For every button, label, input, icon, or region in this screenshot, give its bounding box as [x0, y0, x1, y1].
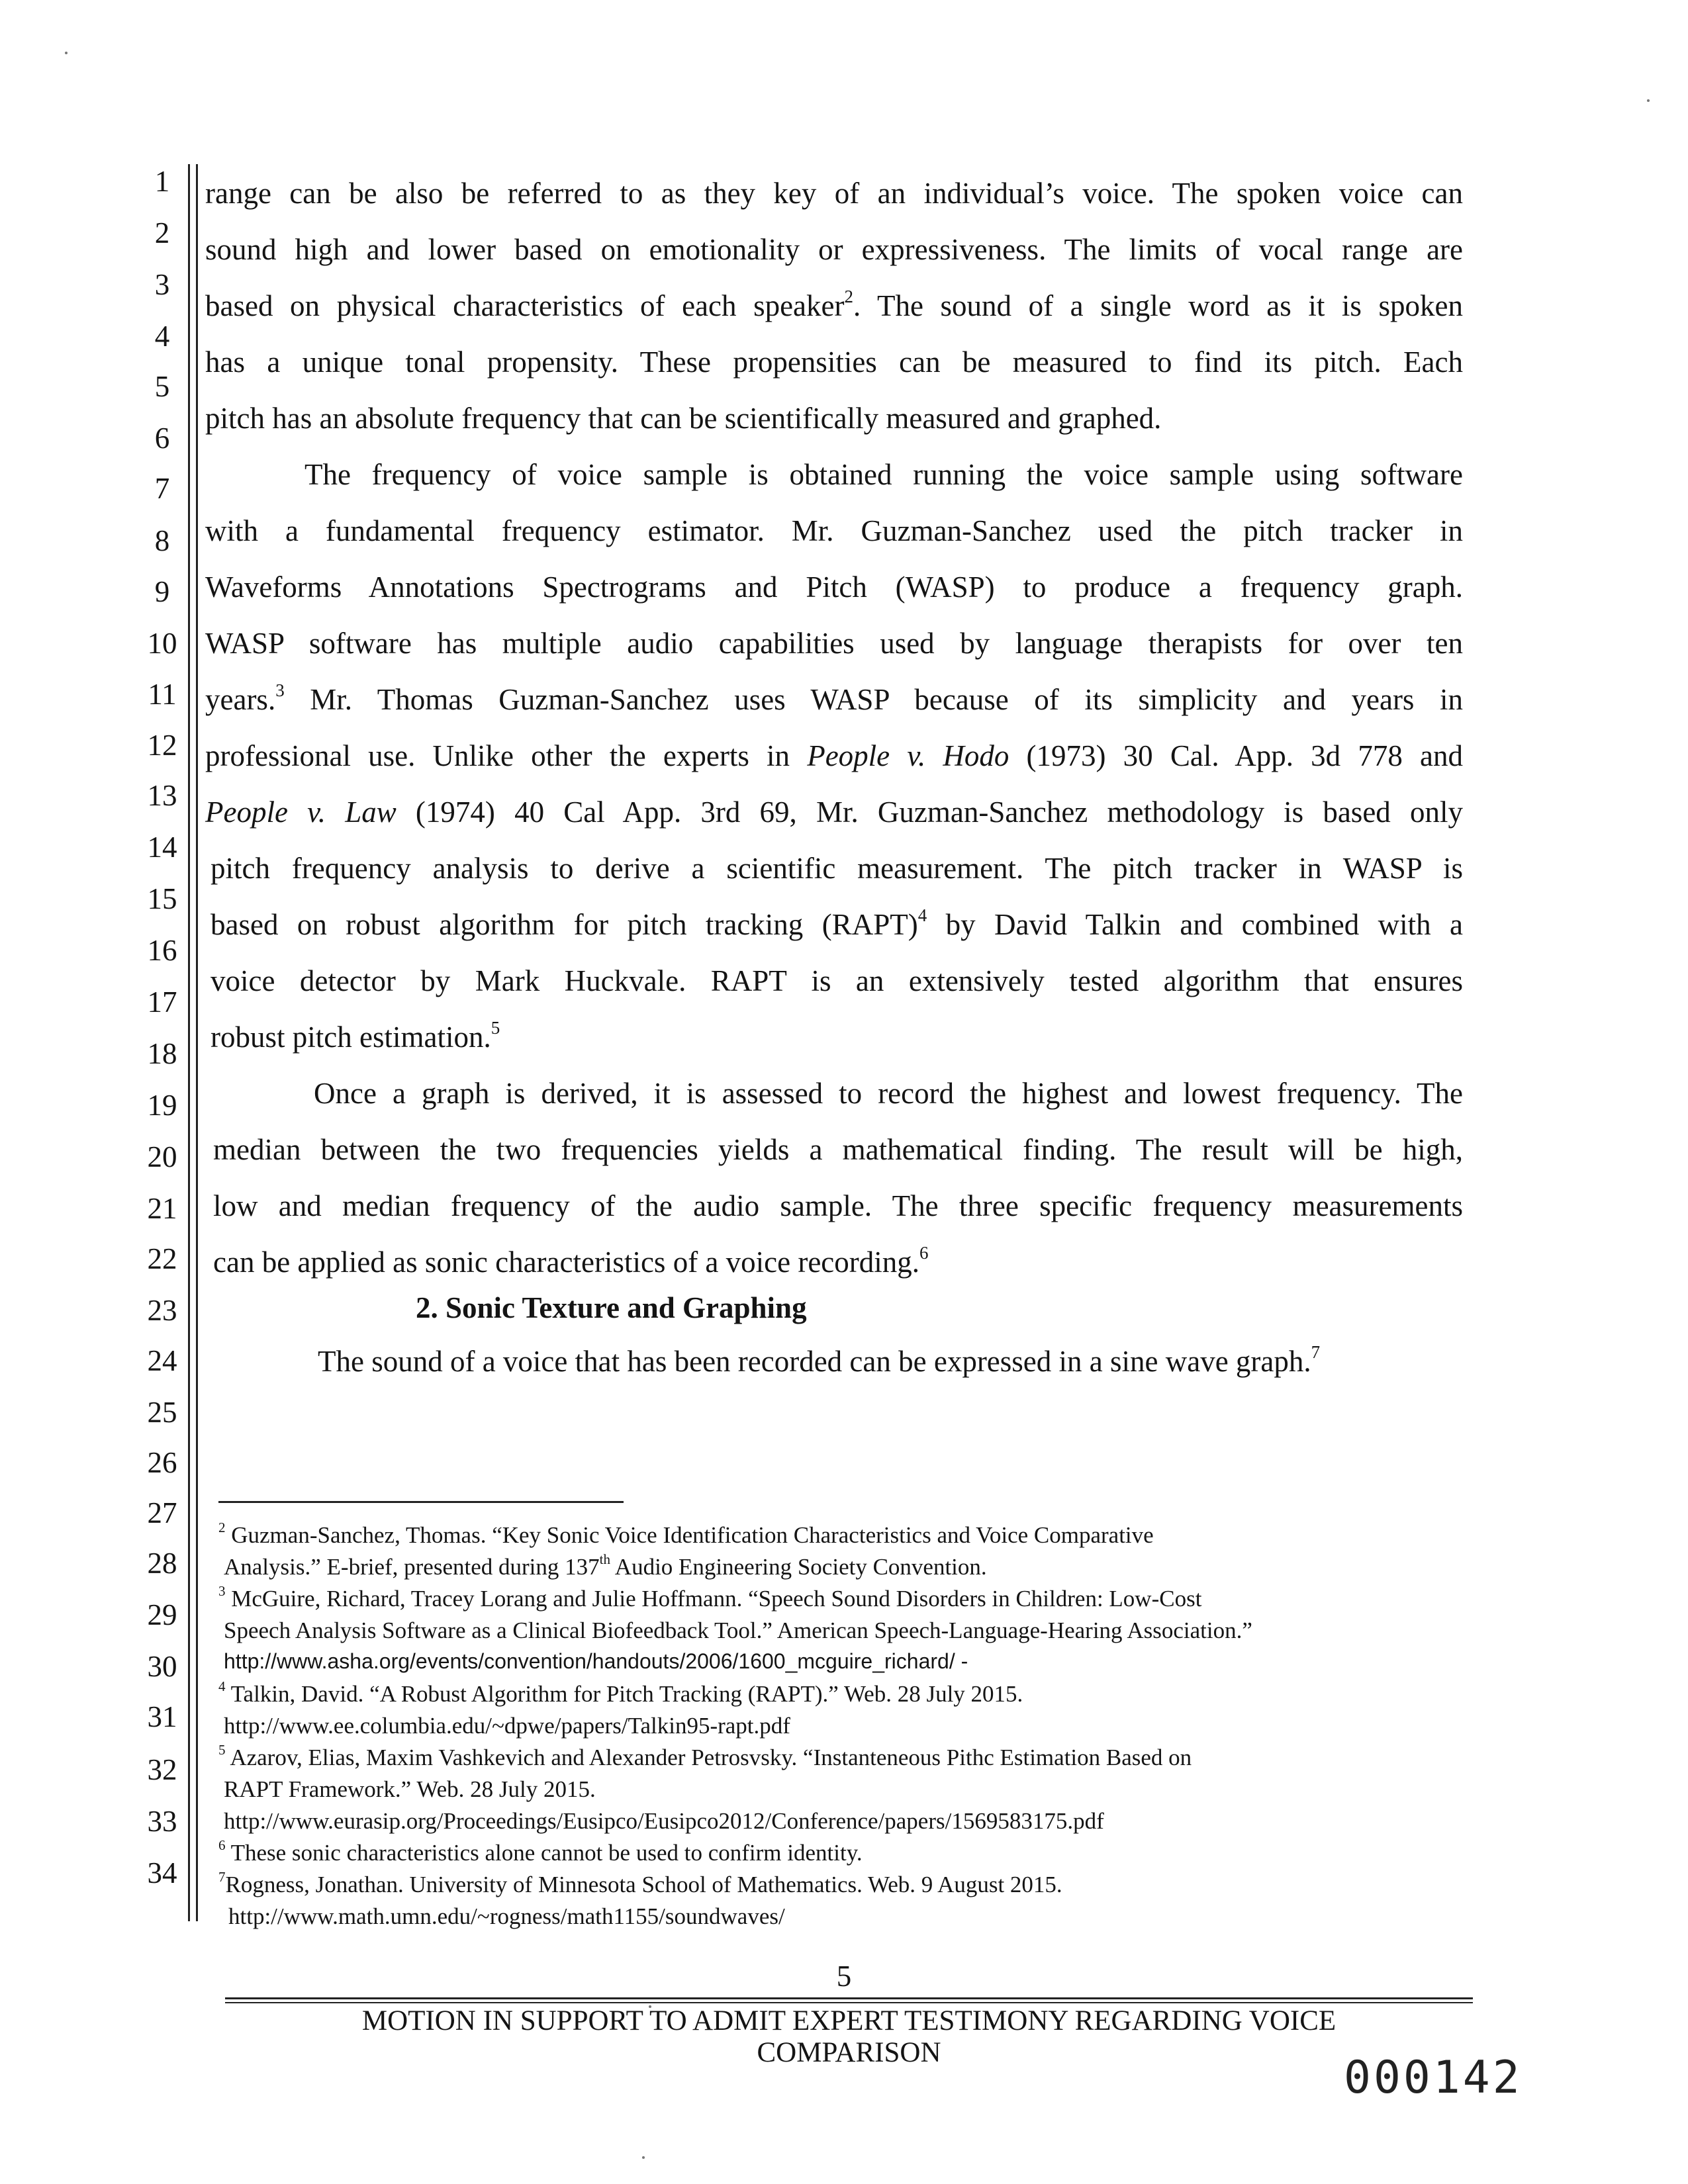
footnote-ref: 7	[1311, 1342, 1321, 1362]
line-number: 13	[147, 779, 177, 812]
text-line: pitch frequency analysis to derive a scientific measurement. The pitch tracker in WASP is	[211, 852, 1463, 885]
line-number: 34	[147, 1856, 177, 1889]
line-number: 31	[147, 1700, 177, 1733]
line-number: 26	[147, 1446, 177, 1479]
scan-speck	[65, 52, 68, 54]
footnote-4-url[interactable]: http://www.ee.columbia.edu/~dpwe/papers/Talkin95-rapt.pdf	[224, 1713, 790, 1739]
footer-rule-second	[225, 2002, 1473, 2003]
text-line: low and median frequency of the audio sample. The three specific frequency measurements	[213, 1189, 1463, 1222]
footnote-6: $^6$ These sonic characteristics alone cannot be used to confirm identity.	[218, 1837, 863, 1866]
line-number: 15	[147, 882, 177, 915]
line-number: 12	[147, 729, 177, 762]
text-line: Once a graph is derived, it is assessed to record the highest and lowest frequency. The	[314, 1077, 1463, 1110]
section-heading: 2. Sonic Texture and Graphing	[416, 1291, 807, 1324]
margin-rule-right	[196, 164, 198, 1921]
footnote-3-url[interactable]: http://www.asha.org/events/convention/handouts/2006/1600_mcguire_richard/ -	[224, 1649, 968, 1673]
line-number: 3	[154, 268, 170, 301]
text-line: years.$^3$ Mr. Thomas Guzman-Sanchez uses WASP because of its simplicity and years in	[205, 680, 1463, 716]
text-line: Waveforms Annotations Spectrograms and Pitch (WASP) to produce a frequency graph.	[205, 570, 1463, 604]
footnote-7-url[interactable]: http://www.math.umn.edu/~rogness/math1155/soundwaves/	[228, 1903, 785, 1929]
line-number: 29	[147, 1598, 177, 1631]
bates-stamp: 000142	[1344, 2052, 1523, 2104]
text-line: pitch has an absolute frequency that can be scientifically measured and graphed.	[205, 402, 1162, 435]
line-number: 33	[147, 1805, 177, 1838]
line-number: 7	[154, 472, 170, 505]
scan-speck	[642, 2156, 645, 2159]
text-line: The frequency of voice sample is obtained running the voice sample using software	[305, 458, 1463, 491]
text-line: median between the two frequencies yields a mathematical finding. The result will be high,	[213, 1133, 1463, 1166]
footnote-ref: 6	[919, 1242, 929, 1263]
line-number: 14	[147, 831, 177, 864]
footnote-7: $^7$Rogness, Jonathan. University of Minnesota School of Mathematics. Web. 9 August 2015.	[218, 1869, 1062, 1897]
footnote-5-cont: RAPT Framework.” Web. 28 July 2015.	[224, 1776, 596, 1802]
line-number: 2	[154, 216, 170, 250]
line-number: 24	[147, 1344, 177, 1377]
text-line: The sound of a voice that has been recorded can be expressed in a sine wave graph.$^7$	[318, 1342, 1321, 1378]
footnote-4: $^4$ Talkin, David. “A Robust Algorithm for Pitch Tracking (RAPT).” Web. 28 July 2015.	[218, 1678, 1023, 1707]
scan-speck	[1647, 99, 1650, 102]
footnote-3-cont: Speech Analysis Software as a Clinical Biofeedback Tool.” American Speech-Language-Hearing Association.”	[224, 1617, 1252, 1643]
footnote-ref: 3	[275, 680, 285, 700]
line-number: 17	[147, 985, 177, 1019]
text-line: WASP software has multiple audio capabilities used by language therapists for over ten	[205, 627, 1463, 660]
line-number: 18	[147, 1037, 177, 1070]
text-line: voice detector by Mark Huckvale. RAPT is an extensively tested algorithm that ensures	[211, 964, 1463, 997]
footnote-3: $^3$ McGuire, Richard, Tracey Lorang and Julie Hoffmann. “Speech Sound Disorders in Children: Low-Cost	[218, 1583, 1202, 1612]
line-number: 27	[147, 1496, 177, 1529]
footer-title-line1: MOTION IN SUPPORT TO ADMIT EXPERT TESTIMONY REGARDING VOICE	[361, 2005, 1336, 2036]
line-number: 8	[154, 524, 170, 557]
text-line: can be applied as sonic characteristics of a voice recording.$^6$	[213, 1242, 929, 1279]
footnote-5-url[interactable]: http://www.eurasip.org/Proceedings/Eusipco/Eusipco2012/Conference/papers/1569583175.pdf	[224, 1808, 1104, 1834]
line-number: 6	[154, 422, 170, 455]
footnote-5: $^5$ Azarov, Elias, Maxim Vashkevich and Alexander Petrosvsky. “Instanteneous Pithc Estimation Based on	[218, 1742, 1192, 1770]
text-line: range can be also be referred to as they key of an individual’s voice. The spoken voice can	[205, 177, 1463, 210]
footer-title-line2: COMPARISON	[757, 2037, 941, 2068]
footer-rule-top	[225, 1997, 1473, 1999]
line-number: 11	[148, 678, 177, 711]
margin-rule-left	[188, 164, 190, 1921]
line-number: 19	[147, 1089, 177, 1122]
text-line: has a unique tonal propensity. These propensities can be measured to find its pitch. Each	[205, 345, 1463, 379]
footnote-separator	[218, 1501, 624, 1503]
line-number: 16	[147, 934, 177, 967]
line-number: 10	[147, 627, 177, 660]
line-number: 23	[147, 1294, 177, 1327]
footnote-2-cont: Analysis.” E-brief, presented during 137th Audio Engineering Society Convention.	[224, 1551, 987, 1580]
footnote-ref: 2	[844, 286, 853, 306]
line-number: 9	[154, 575, 170, 608]
line-number: 25	[147, 1396, 177, 1429]
line-number: 22	[147, 1242, 177, 1275]
line-number: 21	[147, 1192, 177, 1225]
line-number: 20	[147, 1140, 177, 1173]
line-number: 5	[154, 370, 170, 403]
page-number: 5	[836, 1960, 852, 1993]
footnote-ref: 5	[491, 1017, 500, 1038]
line-number: 28	[147, 1547, 177, 1580]
text-line: based on physical characteristics of each speaker$^2$. The sound of a single word as it is spoken	[205, 286, 1463, 322]
case-citation: People v. Law	[205, 796, 397, 829]
text-line: sound high and lower based on emotionality or expressiveness. The limits of vocal range are	[205, 233, 1463, 266]
text-line: People v. Law (1974) 40 Cal App. 3rd 69, Mr. Guzman-Sanchez methodology is based only	[205, 796, 1463, 829]
text-line: based on robust algorithm for pitch tracking (RAPT)$^4$ by David Talkin and combined with a	[211, 905, 1464, 941]
footnote-2: $^2$ Guzman-Sanchez, Thomas. “Key Sonic Voice Identification Characteristics and Voice Comparative	[218, 1520, 1154, 1548]
text-line: robust pitch estimation.$^5$	[211, 1017, 500, 1054]
text-line: with a fundamental frequency estimator. Mr. Guzman-Sanchez used the pitch tracker in	[205, 514, 1463, 547]
line-number: 30	[147, 1650, 177, 1683]
line-number: 32	[147, 1753, 177, 1786]
case-citation: People v. Hodo	[807, 739, 1009, 772]
footnote-ref: 4	[917, 905, 927, 925]
line-number: 1	[154, 165, 170, 198]
line-number: 4	[154, 320, 170, 353]
text-line: professional use. Unlike other the experts in People v. Hodo (1973) 30 Cal. App. 3d 778 and	[205, 739, 1463, 772]
